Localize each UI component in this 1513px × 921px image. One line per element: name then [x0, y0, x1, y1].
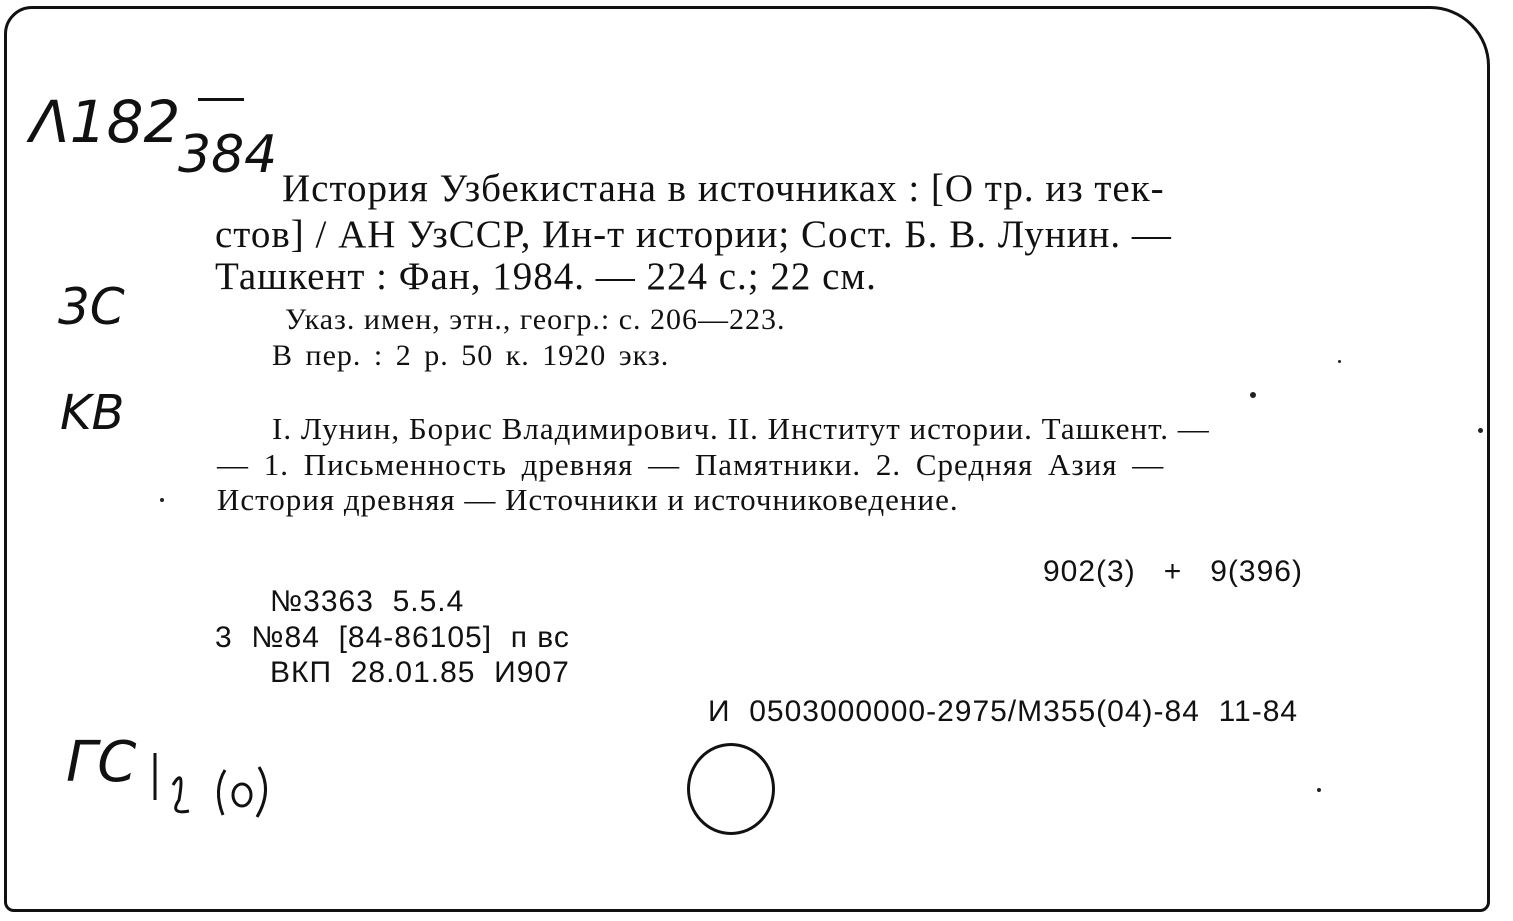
- tracing-line-2: — 1. Письменность древняя — Памятники. 2. Средняя Азия —: [217, 447, 1165, 482]
- classification-index: 902(3) + 9(396): [1043, 555, 1303, 588]
- tracing-line-3: История древняя — Источники и источниковедение.: [217, 482, 959, 517]
- handwritten-mark-kb: KB: [60, 385, 125, 441]
- speck: [1478, 428, 1483, 433]
- entry-line-1: История Узбекистана в источниках : [О тр. из тек-: [282, 167, 1165, 210]
- handwritten-mark-3c: 3C: [58, 278, 125, 336]
- entry-note-price: В пер. : 2 р. 50 к. 1920 экз.: [272, 339, 670, 372]
- record-line-1: №3363 5.5.4: [270, 585, 465, 618]
- speck: [1317, 788, 1321, 792]
- publisher-code: И 0503000000-2975/М355(04)-84 11-84: [708, 695, 1299, 728]
- handwritten-scribble: [145, 745, 285, 825]
- record-line-2: 3 №84 [84-86105] п вс: [215, 621, 570, 654]
- handwritten-call-number: 384: [178, 125, 278, 185]
- tracing-line-1: I. Лунин, Борис Владимирович. II. Институт истории. Ташкент. —: [272, 411, 1210, 446]
- entry-line-2: стов] / АН УзССР, Ин-т истории; Сост. Б. В. Лунин. —: [215, 213, 1172, 256]
- speck: [1338, 360, 1341, 363]
- handwritten-mark-gs: ГС: [66, 730, 137, 795]
- handwritten-shelf-code: Λ182: [30, 88, 181, 156]
- speck: [1250, 392, 1256, 398]
- stamp-circle: [687, 743, 775, 835]
- speck: [160, 498, 164, 502]
- record-line-3: ВКП 28.01.85 И907: [270, 656, 570, 689]
- entry-note-index: Указ. имен, этн., геогр.: с. 206—223.: [285, 303, 786, 336]
- handwritten-overline: [198, 98, 244, 101]
- entry-line-3: Ташкент : Фан, 1984. — 224 с.; 22 см.: [215, 255, 877, 298]
